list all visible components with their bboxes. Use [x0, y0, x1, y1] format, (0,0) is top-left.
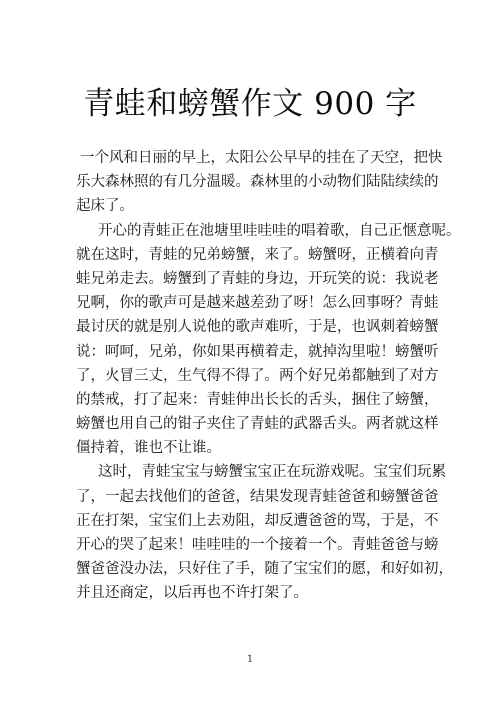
text-line: 最讨厌的就是别人说他的歌声难听，于是，也讽刺着螃蟹: [76, 319, 439, 336]
text-line: 兄啊，你的歌声可是越来越差劲了呀！怎么回事呀？青蛙: [76, 295, 439, 312]
text-line: 就在这时，青蛙的兄弟螃蟹，来了。螃蟹呀，正横着向青: [76, 246, 439, 263]
text-line: 起床了。: [76, 198, 134, 215]
text-line: 并且还商定，以后再也不许打架了。: [76, 585, 308, 602]
text-line: 了，火冒三丈，生气得不得了。两个好兄弟都触到了对方: [76, 367, 439, 384]
text-line: 开心的青蛙正在池塘里哇哇哇的唱着歌，自己正惬意呢。: [98, 222, 461, 239]
text-line: 蛙兄弟走去。螃蟹到了青蛙的身边，开玩笑的说：我说老: [76, 270, 439, 287]
page-title: 青蛙和螃蟹作文 900 字: [83, 86, 417, 122]
text-line: 开心的哭了起来！哇哇哇的一个接着一个。青蛙爸爸与螃: [76, 537, 439, 553]
text-line: 乐大森林照的有几分温暖。森林里的小动物们陆陆续续的: [76, 174, 439, 191]
text-line: 说：呵呵，兄弟，你如果再横着走，就掉沟里啦！螃蟹听: [76, 343, 439, 360]
article-body: [76, 146, 461, 606]
page-number: 1: [246, 654, 254, 665]
text-line: 螃蟹也用自己的钳子夹住了青蛙的武器舌头。两者就这样: [76, 416, 439, 433]
text-line: 蟹爸爸没办法，只好住了手，随了宝宝们的愿，和好如初，: [76, 561, 453, 578]
text-line: 了，一起去找他们的爸爸，结果发现青蛙爸爸和螃蟹爸爸: [76, 488, 439, 505]
text-line: 僵持着，谁也不让谁。: [76, 440, 221, 457]
text-line: 一个风和日丽的早上，太阳公公早早的挂在了天空，把快: [80, 150, 443, 166]
text-line: 的禁戒，打了起来：青蛙伸出长长的舌头，捆住了螃蟹，: [76, 391, 439, 408]
text-line: 这时，青蛙宝宝与螃蟹宝宝正在玩游戏呢。宝宝们玩累: [98, 464, 446, 481]
text-line: 正在打架，宝宝们上去劝阻，却反遭爸爸的骂，于是，不: [76, 512, 439, 529]
